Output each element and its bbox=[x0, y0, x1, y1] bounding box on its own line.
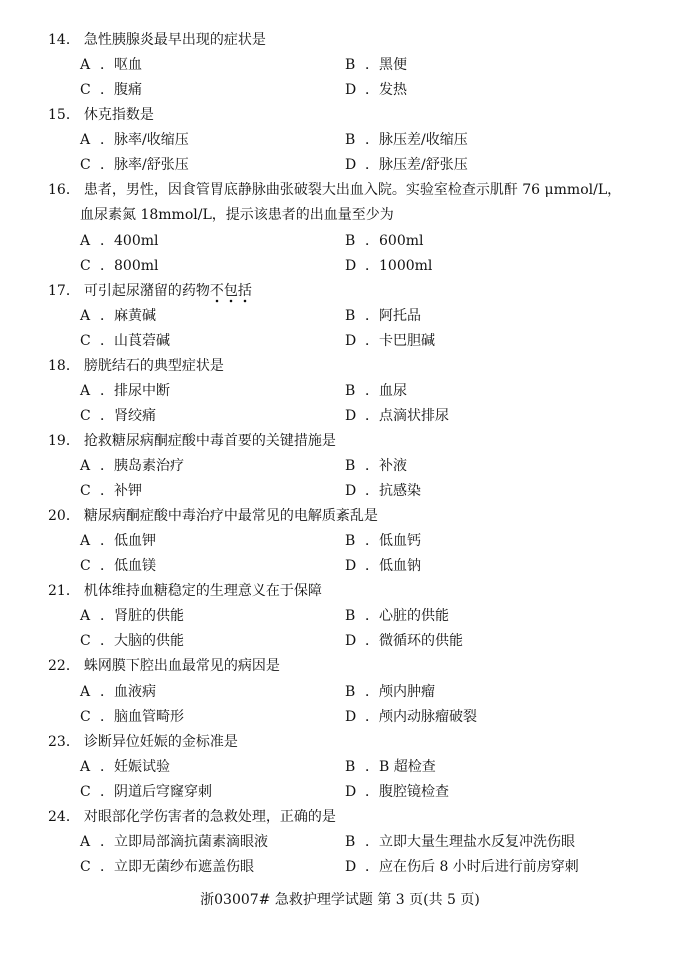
option-d: D ．点滴状排尿 bbox=[345, 408, 449, 424]
option-a: A ．妊娠试验 bbox=[80, 759, 170, 775]
question-stem: 20． 糖尿病酮症酸中毒治疗中最常见的电解质紊乱是 bbox=[48, 508, 378, 524]
option-d: D ．1000ml bbox=[345, 258, 433, 274]
question-stem: 18． 膀胱结石的典型症状是 bbox=[48, 358, 224, 374]
option-b: B ．600ml bbox=[345, 233, 424, 249]
option-b: B ．低血钙 bbox=[345, 533, 421, 549]
option-d: D ．应在伤后 8 小时后进行前房穿刺 bbox=[345, 859, 579, 875]
option-c: C ．阴道后穹窿穿刺 bbox=[80, 784, 212, 800]
option-c: C ．补钾 bbox=[80, 483, 142, 499]
page-footer: 浙03007# 急救护理学试题 第 3 页(共 5 页) bbox=[200, 892, 480, 908]
option-c: C ．脉率/舒张压 bbox=[80, 157, 189, 173]
question-stem: 16． 患者，男性，因食管胃底静脉曲张破裂大出血入院。实验室检查示肌酐 76 μmmol/L， bbox=[48, 182, 622, 198]
question-stem: 19． 抢救糖尿病酮症酸中毒首要的关键措施是 bbox=[48, 433, 336, 449]
option-a: A ．脉率/收缩压 bbox=[80, 132, 189, 148]
option-a: A ．400ml bbox=[80, 233, 159, 249]
question-stem: 23． 诊断异位妊娠的金标准是 bbox=[48, 734, 238, 750]
question-stem: 17． 可引起尿潴留的药物不包括 bbox=[48, 283, 252, 299]
question-stem-continued: 血尿素氮 18mmol/L，提示该患者的出血量至少为 bbox=[80, 207, 394, 223]
option-c: C ．低血镁 bbox=[80, 558, 156, 574]
option-c: C ．脑血管畸形 bbox=[80, 709, 184, 725]
question-stem: 21． 机体维持血糖稳定的生理意义在于保障 bbox=[48, 583, 322, 599]
option-c: C ．山莨菪碱 bbox=[80, 333, 170, 349]
emphasis-text: 不包括 bbox=[210, 283, 252, 303]
option-d: D ．发热 bbox=[345, 82, 407, 98]
option-d: D ．抗感染 bbox=[345, 483, 421, 499]
option-d: D ．低血钠 bbox=[345, 558, 421, 574]
option-a: A ．立即局部滴抗菌素滴眼液 bbox=[80, 834, 268, 850]
option-b: B ．心脏的供能 bbox=[345, 608, 449, 624]
option-c: C ．肾绞痛 bbox=[80, 408, 156, 424]
option-b: B ．补液 bbox=[345, 458, 407, 474]
option-d: D ．卡巴胆碱 bbox=[345, 333, 435, 349]
option-d: D ．颅内动脉瘤破裂 bbox=[345, 709, 477, 725]
option-b: B ．脉压差/收缩压 bbox=[345, 132, 468, 148]
option-a: A ．胰岛素治疗 bbox=[80, 458, 184, 474]
option-b: B ．B 超检查 bbox=[345, 759, 436, 775]
option-d: D ．脉压差/舒张压 bbox=[345, 157, 468, 173]
option-c: C ．立即无菌纱布遮盖伤眼 bbox=[80, 859, 254, 875]
option-a: A ．血液病 bbox=[80, 684, 156, 700]
option-a: A ．呕血 bbox=[80, 57, 142, 73]
option-b: B ．血尿 bbox=[345, 383, 407, 399]
question-stem: 24． 对眼部化学伤害者的急救处理，正确的是 bbox=[48, 809, 336, 825]
option-a: A ．排尿中断 bbox=[80, 383, 170, 399]
option-c: C ．800ml bbox=[80, 258, 159, 274]
option-d: D ．腹腔镜检查 bbox=[345, 784, 449, 800]
option-c: C ．大脑的供能 bbox=[80, 633, 184, 649]
option-c: C ．腹痛 bbox=[80, 82, 142, 98]
option-b: B ．黑便 bbox=[345, 57, 407, 73]
question-stem: 14． 急性胰腺炎最早出现的症状是 bbox=[48, 32, 266, 48]
option-b: B ．颅内肿瘤 bbox=[345, 684, 435, 700]
question-stem: 15． 休克指数是 bbox=[48, 107, 154, 123]
option-b: B ．阿托品 bbox=[345, 308, 421, 324]
option-a: A ．麻黄碱 bbox=[80, 308, 156, 324]
option-d: D ．微循环的供能 bbox=[345, 633, 463, 649]
option-b: B ．立即大量生理盐水反复冲洗伤眼 bbox=[345, 834, 575, 850]
option-a: A ．低血钾 bbox=[80, 533, 156, 549]
option-a: A ．肾脏的供能 bbox=[80, 608, 184, 624]
question-stem: 22． 蛛网膜下腔出血最常见的病因是 bbox=[48, 658, 280, 674]
